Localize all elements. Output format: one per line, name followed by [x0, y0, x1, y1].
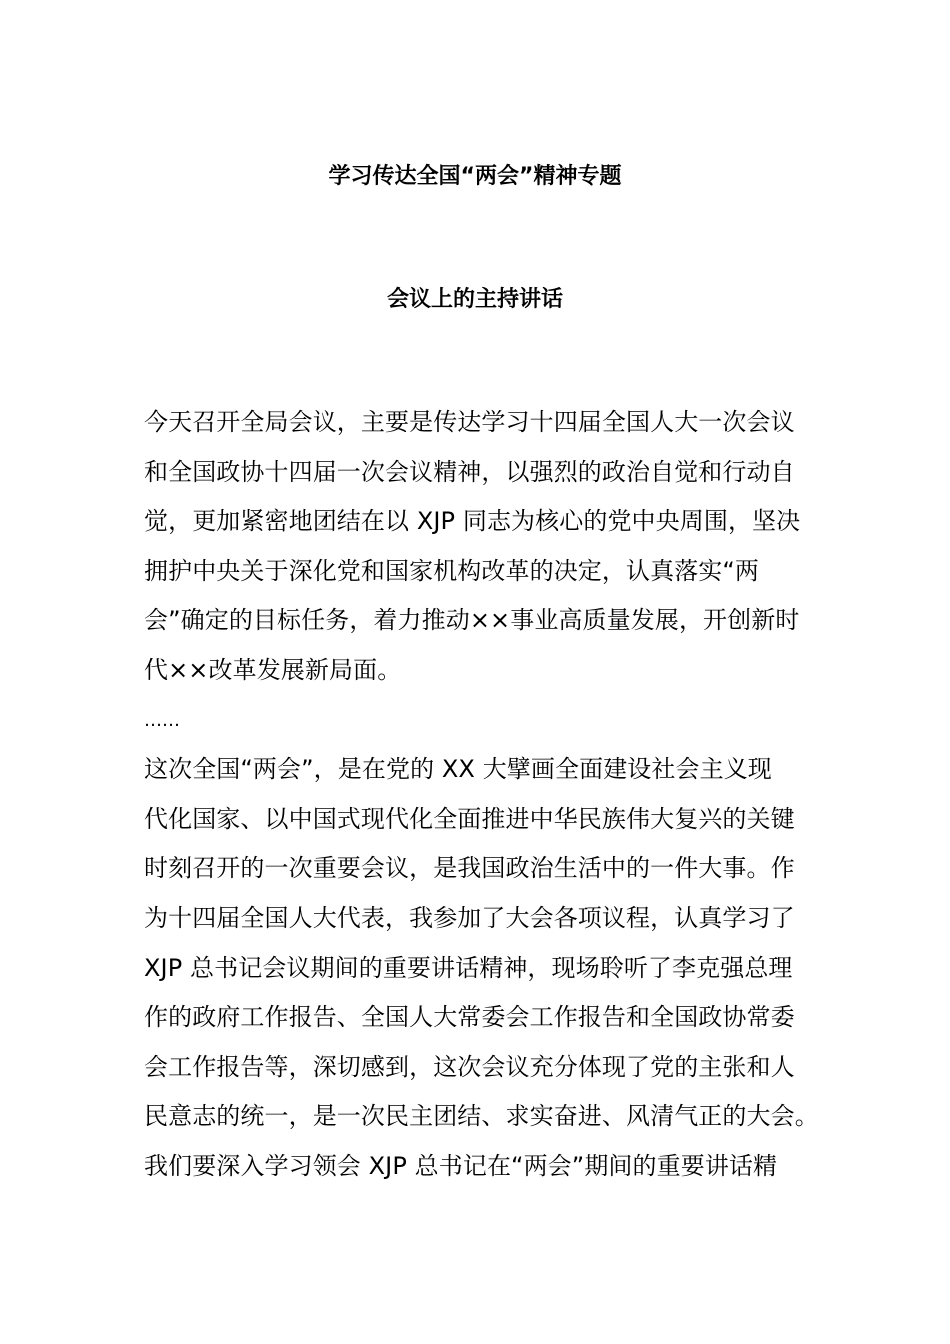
text-line: 民意志的统一，是一次民主团结、求实奋进、风清气正的大会。 [144, 1102, 819, 1131]
paragraph-2 [144, 745, 819, 1191]
text-line: 这次全国“两会”，是在党的 XX 大擘画全面建设社会主义现 [144, 755, 772, 784]
text-line: 觉，更加紧密地团结在以 XJP 同志为核心的党中央周围，坚决 [144, 507, 801, 536]
ellipsis: …… [144, 709, 180, 731]
text-line: 代××改革发展新局面。 [144, 655, 402, 684]
text-line: 作的政府工作报告、全国人大常委会工作报告和全国政协常委 [144, 1003, 795, 1032]
document-body [144, 398, 819, 1192]
text-line: 今天召开全局会议，主要是传达学习十四届全国人大一次会议 [144, 408, 795, 436]
paragraph-1 [144, 398, 814, 696]
text-line: 会”确定的目标任务，着力推动××事业高质量发展，开创新时 [144, 606, 800, 635]
text-line: 和全国政协十四届一次会议精神，以强烈的政治自觉和行动自 [144, 457, 795, 486]
text-line: XJP 总书记会议期间的重要讲话精神，现场聆听了李克强总理 [144, 953, 793, 982]
text-line: 代化国家、以中国式现代化全面推进中华民族伟大复兴的关键 [144, 804, 795, 833]
text-line: 会工作报告等，深切感到，这次会议充分体现了党的主张和人 [144, 1052, 795, 1081]
text-line: 为十四届全国人大代表，我参加了大会各项议程，认真学习了 [144, 903, 795, 932]
document-title: 学习传达全国“两会”精神专题 [328, 164, 622, 189]
text-line: 我们要深入学习领会 XJP 总书记在“两会”期间的重要讲话精 [144, 1151, 778, 1180]
text-line: 拥护中央关于深化党和国家机构改革的决定，认真落实“两 [144, 556, 760, 585]
document-subtitle: 会议上的主持讲话 [386, 287, 563, 312]
text-line: 时刻召开的一次重要会议，是我国政治生活中的一件大事。作 [144, 854, 795, 883]
